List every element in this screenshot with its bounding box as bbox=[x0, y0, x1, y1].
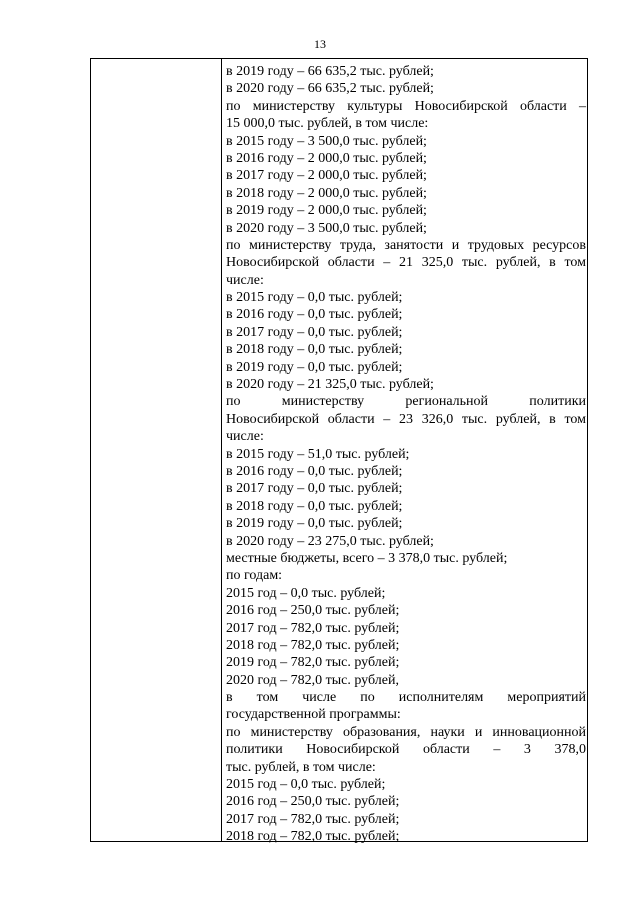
text-line: 2018 год – 782,0 тыс. рублей; bbox=[226, 637, 400, 653]
text-line: 2015 год – 0,0 тыс. рублей; bbox=[226, 585, 386, 601]
text-line: в 2019 году – 66 635,2 тыс. рублей; bbox=[226, 64, 434, 79]
text-line: по министерству труда, занятости и трудовых ресурсов bbox=[226, 237, 586, 253]
text-line: в 2016 году – 0,0 тыс. рублей; bbox=[226, 307, 403, 323]
text-line: в 2017 году – 2 000,0 тыс. рублей; bbox=[226, 168, 427, 184]
text-line: 2019 год – 782,0 тыс. рублей; bbox=[226, 655, 400, 671]
text-line: в 2018 году – 0,0 тыс. рублей; bbox=[226, 498, 403, 514]
text-line: в 2017 году – 0,0 тыс. рублей; bbox=[226, 481, 403, 497]
text-line: 15 000,0 тыс. рублей, в том числе: bbox=[226, 116, 429, 132]
text-line: 2018 год – 782,0 тыс. рублей; bbox=[226, 829, 400, 845]
text-line: 2020 год – 782,0 тыс. рублей, bbox=[226, 672, 399, 688]
text-line: 2015 год – 0,0 тыс. рублей; bbox=[226, 777, 386, 793]
text-line: Новосибирской области – 21 325,0 тыс. рублей, в том bbox=[226, 255, 586, 271]
text-line: в том числе по исполнителям мероприятий bbox=[226, 690, 586, 706]
table-left-column bbox=[91, 59, 222, 841]
text-line: в 2019 году – 2 000,0 тыс. рублей; bbox=[226, 203, 427, 219]
text-line: в 2020 году – 66 635,2 тыс. рублей; bbox=[226, 81, 434, 97]
text-line: в 2018 году – 0,0 тыс. рублей; bbox=[226, 342, 403, 358]
text-line: Новосибирской области – 23 326,0 тыс. рублей, в том bbox=[226, 411, 586, 427]
text-line: в 2016 году – 0,0 тыс. рублей; bbox=[226, 463, 403, 479]
text-line: в 2015 году – 3 500,0 тыс. рублей; bbox=[226, 133, 427, 149]
text-line: в 2020 году – 3 500,0 тыс. рублей; bbox=[226, 220, 427, 236]
text-line: в 2020 году – 21 325,0 тыс. рублей; bbox=[226, 377, 434, 393]
text-line: в 2019 году – 0,0 тыс. рублей; bbox=[226, 516, 403, 532]
text-line: 2017 год – 782,0 тыс. рублей; bbox=[226, 620, 400, 636]
text-line: в 2020 году – 23 275,0 тыс. рублей; bbox=[226, 533, 434, 549]
text-line: 2016 год – 250,0 тыс. рублей; bbox=[226, 603, 400, 619]
text-line: тыс. рублей, в том числе: bbox=[226, 759, 376, 775]
text-line: 2017 год – 782,0 тыс. рублей; bbox=[226, 811, 400, 827]
text-line: в 2015 году – 51,0 тыс. рублей; bbox=[226, 446, 410, 462]
text-line: числе: bbox=[226, 272, 264, 288]
text-line: в 2018 году – 2 000,0 тыс. рублей; bbox=[226, 185, 427, 201]
text-line: в 2015 году – 0,0 тыс. рублей; bbox=[226, 290, 403, 306]
text-line: по министерству культуры Новосибирской области – bbox=[226, 98, 586, 114]
text-line: местные бюджеты, всего – 3 378,0 тыс. рублей; bbox=[226, 550, 508, 566]
budget-table bbox=[90, 58, 588, 845]
text-line: по министерству образования, науки и инновационной bbox=[226, 724, 586, 740]
text-line: числе: bbox=[226, 429, 264, 445]
text-line: в 2019 году – 0,0 тыс. рублей; bbox=[226, 359, 403, 375]
text-line: политики Новосибирской области – 3 378,0 bbox=[226, 742, 586, 758]
table-right-column bbox=[226, 63, 586, 846]
text-line: 2016 год – 250,0 тыс. рублей; bbox=[226, 794, 400, 810]
text-line: в 2017 году – 0,0 тыс. рублей; bbox=[226, 324, 403, 340]
text-line: по годам: bbox=[226, 568, 283, 584]
text-line: в 2016 году – 2 000,0 тыс. рублей; bbox=[226, 150, 427, 166]
page-number: 13 bbox=[314, 37, 326, 51]
text-line: по министерству региональной политики bbox=[226, 394, 586, 410]
text-line: государственной программы: bbox=[226, 707, 401, 723]
